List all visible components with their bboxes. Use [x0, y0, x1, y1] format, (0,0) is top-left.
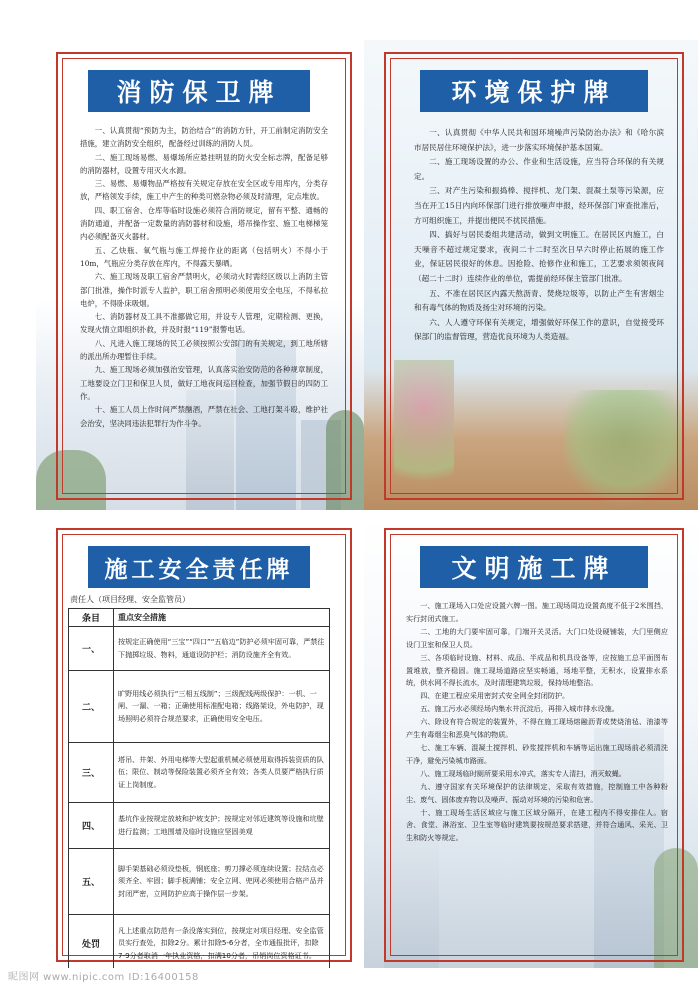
row-text: 按规定正确使用“三宝”“四口”“五临边”防护必须牢固可靠，严禁往下抛掷垃圾、物料，通道设防护栏；消防设施齐全有效。 [114, 627, 330, 671]
environment-rules-text [414, 126, 664, 345]
rule-paragraph: 三、易燃、易爆物品严格按有关规定存放在安全区或专用库内，分类存放，严格领发手续，施工中产生的种类可燃杂物必须及时清理，定点堆放。 [80, 179, 328, 202]
row-index: 二、 [69, 671, 114, 743]
board-title: 消防保卫牌 [88, 70, 310, 112]
environment-board [364, 40, 698, 510]
rule-paragraph: 五、乙炔瓶、氧气瓶与施工焊接作业的距离（包括明火）不得小于10m，气瓶应分类存放在库内，不得露天暴晒。 [80, 245, 328, 268]
table-row [69, 915, 330, 969]
rule-paragraph: 八、凡进入施工现场的民工必须按照公安部门的有关规定，到工地所辖的派出所办理暂住手续。 [80, 338, 328, 362]
rule-paragraph: 二、工地的大门要牢固可靠，门端开关灵活。大门口处设硬铺装，大门里侧应设门卫室和保卫人员。 [406, 626, 668, 649]
rule-paragraph: 三、各项临时设施、材料、成品、半成品和机具设备等，应按施工总平面图布置堆放，整齐稳固。施工现场道路应坚实畅通，场地平整，无积水，设置排水系统，供水网不得长流水，及时清理建筑垃圾，保持场地整洁。 [406, 652, 668, 688]
rule-paragraph: 八、施工现场临时厕所要采用水冲式，落实专人清扫，消灭蚊蝇。 [420, 768, 626, 778]
table-row [69, 671, 330, 743]
rule-paragraph: 四、在建工程应采用密封式安全网全封闭防护。 [420, 691, 570, 701]
civilized-construction-board [364, 518, 698, 968]
table-row [69, 849, 330, 915]
row-text: 旷野用线必须执行“三相五线制”；三级配线两级保护：一机、一闸、一漏、一箱；正确使用标准配电箱；线路架设，外电防护，现场照明必须符合规范要求，正确使用安全电压。 [114, 671, 330, 743]
row-index: 一、 [69, 627, 114, 671]
row-index: 处罚 [69, 915, 114, 969]
table-row [69, 627, 330, 671]
responsible-person: 责任人（项目经理、安全监管员） [70, 595, 190, 604]
table-row [69, 743, 330, 803]
column-header: 条目 [69, 609, 114, 627]
row-index: 四、 [69, 803, 114, 849]
rule-paragraph: 五、不准在居民区内露天熬沥青、焚烧垃圾等，以防止产生有害烟尘和有毒气体的物质及扬尘对环境的污染。 [414, 288, 664, 313]
rule-paragraph: 六、施工现场及职工宿舍严禁明火，必须动火时需经区级以上消防主管部门批准，操作时派专人监护，职工宿舍照明必须使用安全电压，不得私拉电炉，不得卧床吸烟。 [80, 272, 328, 308]
board-title: 施工安全责任牌 [88, 546, 310, 588]
table-header-row [69, 609, 330, 627]
watermark: 昵图网 www.nipic.com ID:16400158 [8, 972, 199, 983]
rule-paragraph: 一、施工现场入口处应设置六牌一图。施工现场周边设置高度不低于2米围挡，实行封闭式施工。 [406, 601, 668, 623]
rule-paragraph: 十、施工现场生活区域应与施工区域分隔开，在建工程内不得安排住人。宿舍、食堂、淋浴室、卫生室等临时建筑要按规范要求搭建，并符合通风、采光、卫生和防火等规定。 [406, 807, 668, 843]
row-index: 三、 [69, 743, 114, 803]
rule-paragraph: 七、施工车辆、混凝土搅拌机、砂浆搅拌机和车辆等运出施工现场前必须清洗干净，避免污染城市路面。 [406, 742, 668, 765]
table-row [69, 803, 330, 849]
rule-paragraph: 九、遵守国家有关环境保护的法律规定，采取有效措施，控制施工中各种粉尘、废气、固体废弃物以及噪声、振动对环境的污染和危害。 [406, 781, 668, 804]
rule-paragraph: 四、职工宿舍、仓库等临时设施必须符合消防规定，留有平整、通畅的消防通道，并配备一定数量的消防器材和设施，塔吊操作室、施工电梯梯笼内必须配备灭火器材。 [80, 205, 328, 242]
construction-safety-board [36, 518, 364, 968]
rule-paragraph: 六、除设有符合规定的装置外，不得在施工现场熔融沥青或焚烧油毡、油漆等产生有毒烟尘和恶臭气体的物质。 [406, 717, 668, 740]
rule-paragraph: 六、人人遵守环保有关规定，增强做好环保工作的意识，自觉接受环保部门的监督管理，营造优良环境为人类造福。 [414, 317, 664, 342]
rule-paragraph: 三、对产生污染和振捣棒、搅拌机、龙门架、混凝土泵等污染源，应当在开工15日内向环保部门进行排放噪声申报，经环保部门审查批准后，方可组织施工，并提出便民不扰民措施。 [414, 186, 664, 225]
rule-paragraph: 一、认真贯彻“预防为主，防治结合”的消防方针，开工前制定消防安全措施，建立消防安全组织，配备经过训练的消防人员。 [80, 126, 328, 149]
rule-paragraph: 二、施工现场易燃、易爆场所应悬挂明显的防火安全标志牌，配备足够的消防器材，设置专用灭火水源。 [80, 152, 328, 175]
rule-paragraph: 一、认真贯彻《中华人民共和国环境噪声污染防治办法》和《哈尔滨市居民居住环境保护法》，进一步落实环境保护基本国策。 [414, 128, 664, 152]
rule-paragraph: 四、搞好与居民委组共建活动，做到文明施工。在居民区内施工，白天噪音不超过规定要求，夜间二十二时至次日早六时停止拓展的施工作业，保证居民很好的休息。因抢险、抢修作业和施工，工艺要求须领夜间（超二十二时）连续作业的单位，需提前经环保主管部门批准。 [414, 230, 664, 283]
rule-paragraph: 七、消防器材及工具不准挪做它用，并设专人管理，定期检测、更换，发现火情立即组织扑救，并及时报“119”报警电话。 [80, 312, 328, 335]
rule-paragraph: 二、施工现场设置的办公、作业和生活设施，应当符合环保的有关规定。 [414, 157, 664, 181]
column-header: 重点安全措施 [114, 609, 330, 627]
fire-rules-text [80, 124, 328, 430]
board-title: 环境保护牌 [420, 70, 648, 112]
row-text: 脚手架基础必须设垫板，钢底座；剪刀撑必须连续设置；拉结点必须齐全、牢固；脚手板满铺；安全立网、兜网必须使用合格产品并封闭严密，立网防护应高于操作层一步架。 [114, 849, 330, 915]
row-text: 塔吊、井架、外用电梯等大型起重机械必须使用取得拆装资质的队伍；限位、制动等保险装置必须齐全有效；各类人员要严格执行质证上岗制度。 [114, 743, 330, 803]
rule-paragraph: 九、施工现场必须加强治安管理，认真落实治安防范的各种规章制度，工地要设立门卫和保卫人员，做好工地夜间巡回检查，加强节假日的四防工作。 [80, 365, 328, 401]
safety-measures-table [68, 608, 330, 968]
row-index: 五、 [69, 849, 114, 915]
fire-safety-board [36, 40, 364, 510]
rule-paragraph: 五、施工污水必须经场内集水井沉淀后，再排入城市排水设施。 [420, 704, 619, 714]
row-text: 基坑作业按规定放坡和护坡支护；按规定对邻近建筑等设施和坑壁进行监测；工地围墙及临时设施应坚固美观 [114, 803, 330, 849]
board-title: 文明施工牌 [420, 546, 648, 588]
civilized-rules-text [406, 600, 668, 845]
rule-paragraph: 十、施工人员上作时间严禁酗酒，严禁在社会、工地打架斗殴，维护社会治安，坚决同违法犯罪行为作斗争。 [80, 405, 328, 428]
row-text: 凡上述重点防范有一条没落实到位，按规定对项目经理、安全监管员实行查处，扣除2分。累计扣除5-6分者，全市通报批评，扣除7-9分者取消一年执业资格，扣满10分者，吊销岗位资格证书。 [114, 915, 330, 969]
